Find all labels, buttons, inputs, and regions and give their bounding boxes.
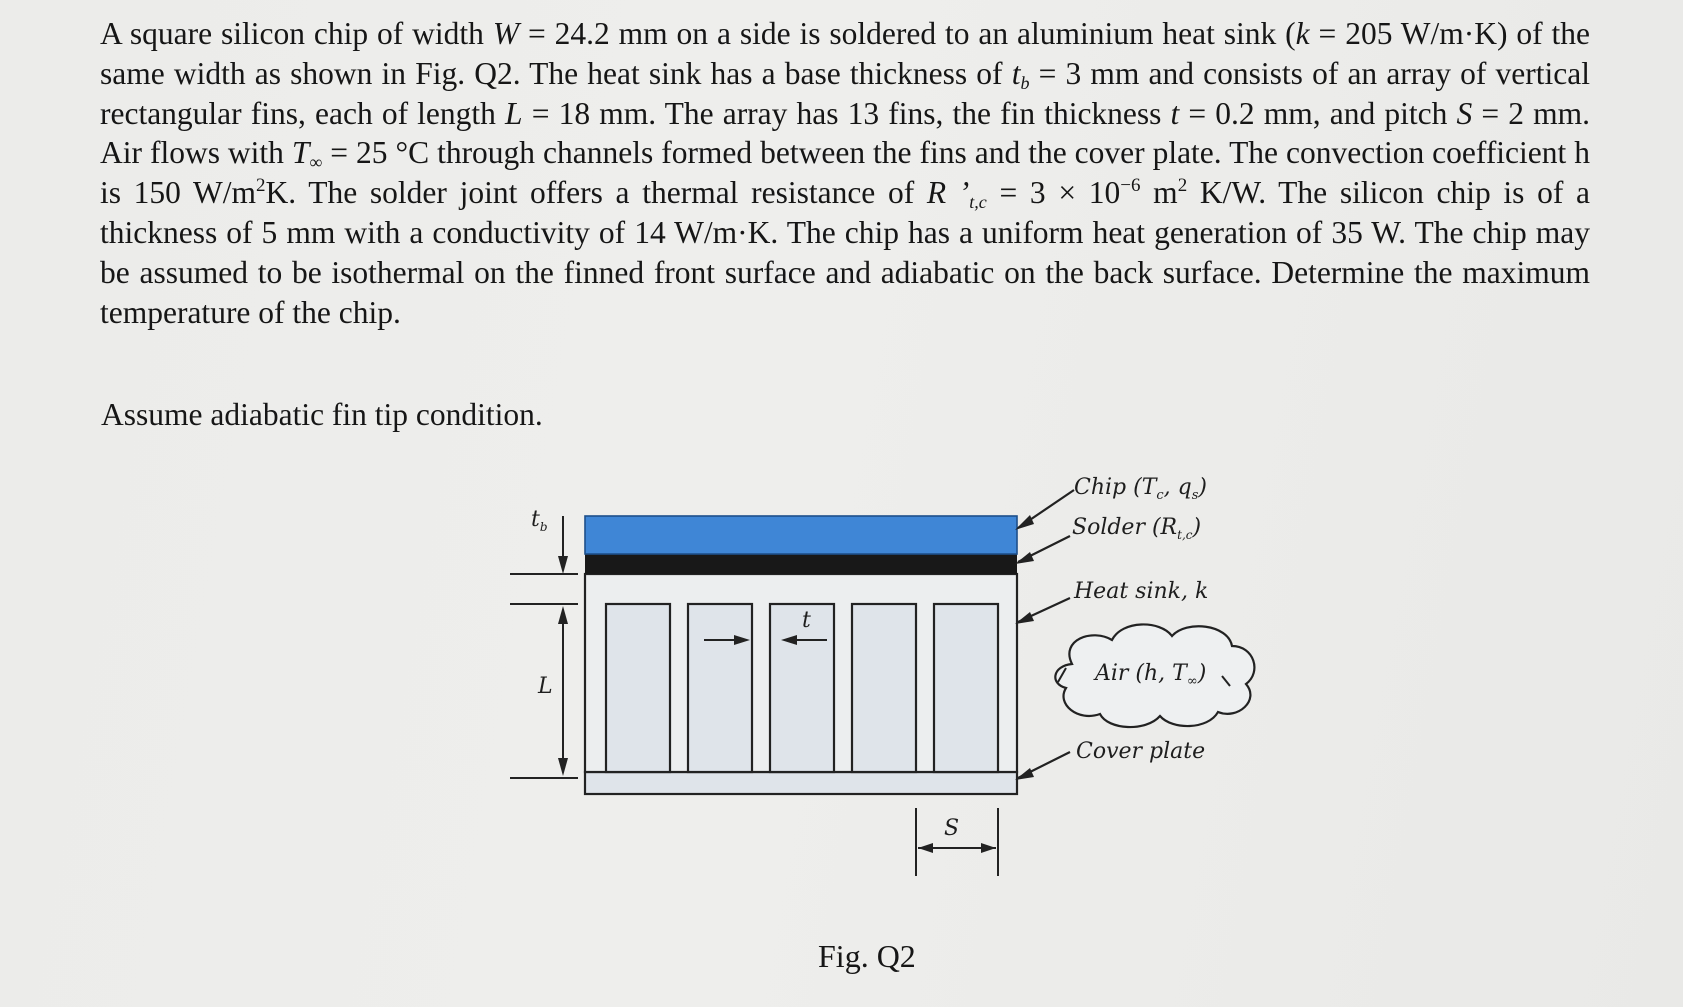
symbol-k: k xyxy=(1295,16,1310,51)
fin-channel xyxy=(852,604,916,772)
symbol-tb: t xyxy=(1011,55,1021,91)
S-arrowhead-right xyxy=(981,843,996,853)
air-label: Air (h, $T_\infty$) xyxy=(1095,661,1207,689)
L-label: L xyxy=(538,674,553,699)
chip-label: Chip ($T_c$, $q_s$) xyxy=(1074,475,1207,503)
tb-arrowhead xyxy=(558,556,568,574)
symbol-L: L xyxy=(505,95,523,131)
solder-layer xyxy=(585,553,1017,574)
heat-sink-label: Heat sink, k xyxy=(1074,579,1209,604)
tb-label: $t_b$ xyxy=(531,507,548,534)
symbol-t: t xyxy=(1170,95,1180,131)
t-label: t xyxy=(802,608,811,633)
symbol-S: S xyxy=(1456,95,1473,131)
symbol-R: R ’ xyxy=(926,175,970,211)
problem-paragraph: A square silicon chip of width W = 24.2 mm on a side is soldered to an aluminium heat sink (k = 205 W/m·K) of the same width as shown in Fig. Q2. The heat sink has a base thickness of $t_b = 3$ mm and consists of an array of vertical rectangular fins, each of length L = 18 mm. The array has 13 fins, the fin thickness t = 0.2 mm, and pitch S = 2 mm. Air flows with $T_\infty = 25$ °C through channels formed between the fins and the cover plate. The convection coefficient h is 150 $W/m^2K$. The solder joint offers a thermal resistance of R $’_{t,c} = 3 \times 10^{-6}$ $m^2$ K/W. The silicon chip is of a thickness of 5 mm with a conductivity of 14 W/m·K. The chip has a uniform heat generation of 35 W. The chip may be assumed to be isothermal on the finned front surface and adiabatic on the back surface. Determine the maximum temperature of the chip. xyxy=(100,16,1590,330)
assumption-text: Assume adiabatic fin tip condition. xyxy=(101,397,543,432)
cover-plate xyxy=(585,772,1017,794)
solder-label: Solder $(R_{t,c})$ xyxy=(1072,515,1202,542)
solder-leader-arrow xyxy=(1015,552,1034,564)
symbol-W: W xyxy=(492,16,520,51)
L-arrowhead-bottom xyxy=(558,758,568,776)
chip-layer xyxy=(585,516,1017,554)
fin-channel xyxy=(606,604,670,772)
symbol-Tinf: T xyxy=(291,135,310,171)
S-label: S xyxy=(944,816,960,841)
L-arrowhead-top xyxy=(558,606,568,624)
S-arrowhead-left xyxy=(918,843,933,853)
cover-plate-label: Cover plate xyxy=(1076,739,1206,764)
figure-caption: Fig. Q2 xyxy=(818,938,916,974)
fin-channel xyxy=(688,604,752,772)
chip-leader-arrow xyxy=(1015,515,1034,530)
fin-channel xyxy=(934,604,998,772)
